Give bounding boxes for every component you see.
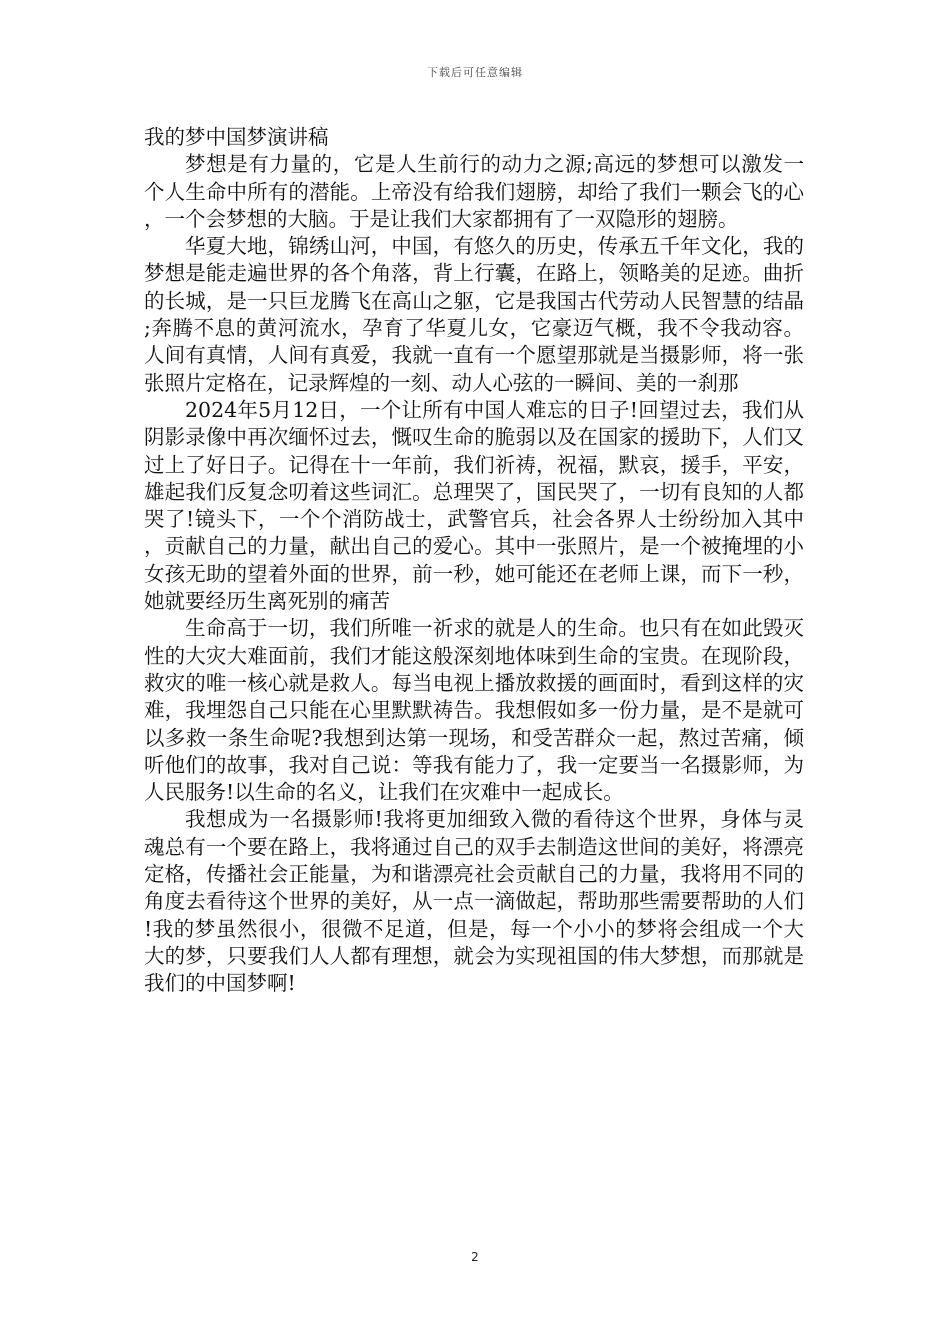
paragraph-dream-power: 梦想是有力量的，它是人生前行的动力之源;高远的梦想可以激发一个人生命中所有的潜能。上帝没有给我们翅膀，却给了我们一颗会飞的心，一个会梦想的大脑。于是让我们大家都拥有了一双隐形的翅膀。	[144, 152, 804, 231]
paragraph-life-above-all: 生命高于一切，我们所唯一祈求的就是人的生命。也只有在如此毁灭性的大灾大难面前，我们才能这般深刻地体味到生命的宝贵。在现阶段，救灾的唯一核心就是救人。每当电视上播放救援的画面时，看到这样的灾难，我埋怨自己只能在心里默默祷告。我想假如多一份力量，是不是就可以多救一条生命呢?我想到达第一现场，和受苦群众一起，熬过苦痛，倾听他们的故事，我对自己说：等我有能力了，我一定要当一名摄影师，为人民服务!以生命的名义，让我们在灾难中一起成长。	[144, 616, 804, 805]
page-number: 2	[471, 1250, 479, 1264]
page-header: 下载后可任意编辑	[427, 66, 523, 79]
document-body	[144, 124, 804, 998]
document-title: 我的梦中国梦演讲稿	[144, 125, 329, 149]
paragraph-may-12: 2024年5月12日，一个让所有中国人难忘的日子!回望过去，我们从阴影录像中再次缅怀过去，慨叹生命的脆弱以及在国家的援助下，人们又过上了好日子。记得在十一年前，我们祈祷，祝福，默哀，援手，平安，雄起我们反复念叨着这些词汇。总理哭了，国民哭了，一切有良知的人都哭了!镜头下，一个个消防战士，武警官兵，社会各界人士纷纷加入其中，贡献自己的力量，献出自己的爱心。其中一张照片，是一个被掩埋的小女孩无助的望着外面的世界，前一秒，她可能还在老师上课，而下一秒，她就要经历生离死别的痛苦	[144, 397, 804, 614]
paragraph-china-photographer: 华夏大地，锦绣山河，中国，有悠久的历史，传承五千年文化，我的梦想是能走遍世界的各个角落，背上行囊，在路上，领略美的足迹。曲折的长城，是一只巨龙腾飞在高山之躯，它是我国古代劳动人民智慧的结晶;奔腾不息的黄河流水，孕育了华夏儿女，它豪迈气概，我不令我动容。人间有真情，人间有真爱，我就一直有一个愿望那就是当摄影师，将一张张照片定格在，记录辉煌的一刻、动人心弦的一瞬间、美的一刹那	[144, 234, 804, 395]
paragraph-china-dream: 我想成为一名摄影师!我将更加细致入微的看待这个世界，身体与灵魂总有一个要在路上，我将通过自己的双手去制造这世间的美好，将漂亮定格，传播社会正能量，为和谐漂亮社会贡献自己的力量，我将用不同的角度去看待这个世界的美好，从一点一滴做起，帮助那些需要帮助的人们!我的梦虽然很小，很微不足道，但是，每一个小小的梦将会组成一个大大的梦，只要我们人人都有理想，就会为实现祖国的伟大梦想，而那就是我们的中国梦啊!	[144, 807, 804, 996]
